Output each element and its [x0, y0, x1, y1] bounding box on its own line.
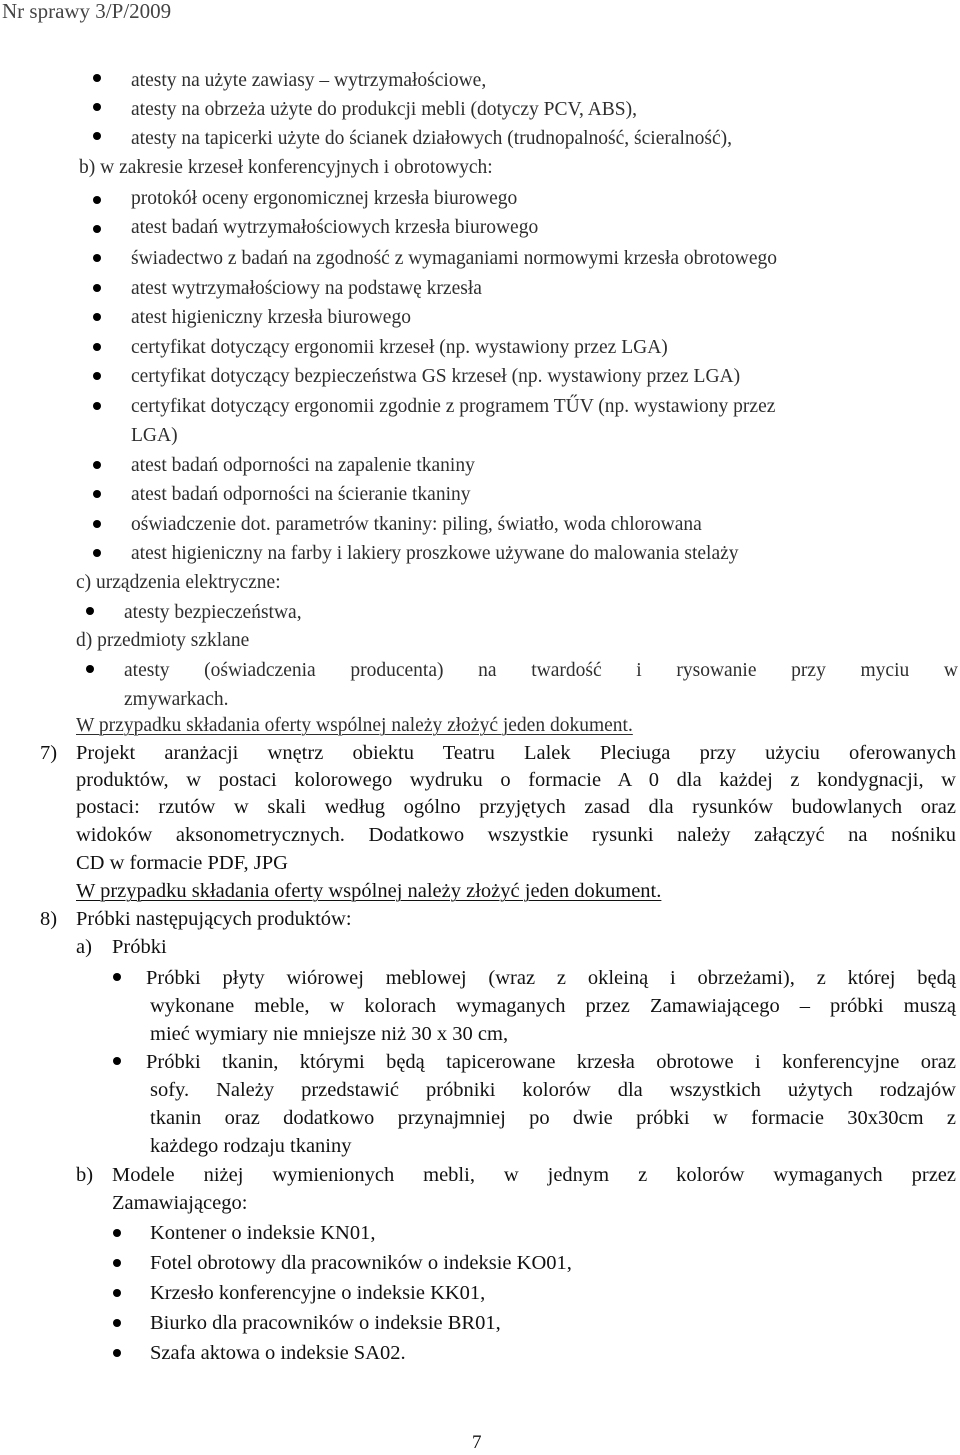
list-item: atest higieniczny na farby i lakiery proszkowe używane do malowania stelaży	[131, 543, 739, 564]
bullet	[113, 1259, 121, 1267]
item-8a-label: a)	[76, 936, 92, 958]
list-item: protokół oceny ergonomicznej krzesła biurowego	[131, 188, 518, 209]
list-item: Fotel obrotowy dla pracowników o indeksie KO01,	[150, 1252, 572, 1274]
bullet	[113, 1349, 121, 1357]
item-8b-text: Modele niżej wymienionych mebli, w jednym z kolorów wymaganych przez	[112, 1164, 956, 1186]
joint-offer-note: W przypadku składania oferty wspólnej należy złożyć jeden dokument.	[76, 715, 633, 736]
list-item: atest wytrzymałościowy na podstawę krzesła	[131, 278, 482, 299]
bullet	[93, 132, 101, 140]
list-item-continuation: zmywarkach.	[124, 689, 229, 710]
bullet	[113, 1289, 121, 1297]
item-7-number: 7)	[40, 742, 58, 764]
list-item-continuation: każdego rodzaju tkaniny	[150, 1135, 352, 1157]
list-item: atest badań odporności na ścieranie tkaniny	[131, 484, 471, 505]
item-7-text: widoków aksonometrycznych. Dodatkowo wszystkie rysunki należy załączyć na nośniku	[76, 824, 956, 846]
bullet	[93, 343, 101, 351]
list-item: oświadczenie dot. parametrów tkaniny: piling, światło, woda chlorowana	[131, 514, 702, 535]
item-8-number: 8)	[40, 908, 58, 930]
item-8b-text: Zamawiającego:	[112, 1192, 248, 1214]
item-8b-label: b)	[76, 1164, 94, 1186]
bullet	[86, 607, 94, 615]
list-item: Krzesło konferencyjne o indeksie KK01,	[150, 1282, 486, 1304]
list-item: świadectwo z badań na zgodność z wymaganiami normowymi krzesła obrotowego	[131, 248, 778, 269]
bullet	[93, 313, 101, 321]
bullet	[93, 254, 101, 262]
list-item: Szafa aktowa o indeksie SA02.	[150, 1342, 406, 1364]
joint-offer-note: W przypadku składania oferty wspólnej należy złożyć jeden dokument.	[76, 880, 662, 902]
item-7-text: postaci: rzutów w skali według ogólno przyjętych zasad dla rysunków budowlanych oraz	[76, 796, 956, 818]
list-item: certyfikat dotyczący bezpieczeństwa GS krzeseł (np. wystawiony przez LGA)	[131, 366, 741, 387]
list-item: certyfikat dotyczący ergonomii krzeseł (np. wystawiony przez LGA)	[131, 337, 668, 358]
bullet	[93, 520, 101, 528]
section-d-heading: d) przedmioty szklane	[76, 630, 250, 651]
bullet	[113, 1229, 121, 1237]
list-item-continuation: mieć wymiary nie mniejsze niż 30 x 30 cm,	[150, 1023, 509, 1045]
list-item-continuation: LGA)	[131, 425, 178, 446]
section-c-heading: c) urządzenia elektryczne:	[76, 572, 281, 593]
list-item: atesty bezpieczeństwa,	[124, 602, 302, 623]
bullet	[93, 196, 101, 204]
list-item-continuation: wykonane meble, w kolorach wymaganych przez Zamawiającego – próbki muszą	[150, 995, 956, 1017]
list-item: atesty (oświadczenia producenta) na twardość i rysowanie przy myciu w	[124, 660, 958, 681]
page-number: 7	[472, 1432, 482, 1453]
section-b-heading: b) w zakresie krzeseł konferencyjnych i obrotowych:	[79, 157, 493, 178]
list-item: atesty na obrzeża użyte do produkcji mebli (dotyczy PCV, ABS),	[131, 99, 637, 120]
bullet	[93, 490, 101, 498]
bullet	[93, 225, 101, 233]
bullet	[93, 74, 101, 82]
list-item: atesty na użyte zawiasy – wytrzymałościowe,	[131, 70, 487, 91]
item-7-text: CD w formacie PDF, JPG	[76, 852, 288, 874]
list-item-continuation: tkanin oraz dodatkowo przynajmniej po dwie próbki w formacie 30x30cm z	[150, 1107, 956, 1129]
bullet	[93, 549, 101, 557]
item-8-heading: Próbki następujących produktów:	[76, 908, 352, 930]
case-number-header: Nr sprawy 3/P/2009	[2, 0, 172, 23]
list-item: certyfikat dotyczący ergonomii zgodnie z programem TŰV (np. wystawiony przez	[131, 396, 776, 417]
bullet	[113, 1057, 121, 1065]
list-item: atest badań odporności na zapalenie tkaniny	[131, 455, 475, 476]
bullet	[93, 461, 101, 469]
item-7-text: produktów, w postaci kolorowego wydruku o formacie A 0 dla każdej z kondygnacji, w	[76, 769, 956, 791]
bullet	[113, 973, 121, 981]
list-item: atest badań wytrzymałościowych krzesła biurowego	[131, 217, 539, 238]
item-8a-heading: Próbki	[112, 936, 167, 958]
bullet	[86, 665, 94, 673]
list-item: Próbki płyty wiórowej meblowej (wraz z okleiną i obrzeżami), z której będą	[146, 967, 956, 989]
list-item: Biurko dla pracowników o indeksie BR01,	[150, 1312, 501, 1334]
bullet	[93, 372, 101, 380]
bullet	[113, 1319, 121, 1327]
bullet	[93, 402, 101, 410]
list-item: atesty na tapicerki użyte do ścianek działowych (trudnopalność, ścieralność),	[131, 128, 733, 149]
list-item: atest higieniczny krzesła biurowego	[131, 307, 411, 328]
list-item: Próbki tkanin, którymi będą tapicerowane krzesła obrotowe i konferencyjne oraz	[146, 1051, 956, 1073]
list-item-continuation: sofy. Należy przedstawić próbniki kolorów dla wszystkich użytych rodzajów	[150, 1079, 956, 1101]
list-item: Kontener o indeksie KN01,	[150, 1222, 376, 1244]
bullet	[93, 103, 101, 111]
bullet	[93, 284, 101, 292]
item-7-text: Projekt aranżacji wnętrz obiektu Teatru Lalek Pleciuga przy użyciu oferowanych	[76, 742, 956, 764]
